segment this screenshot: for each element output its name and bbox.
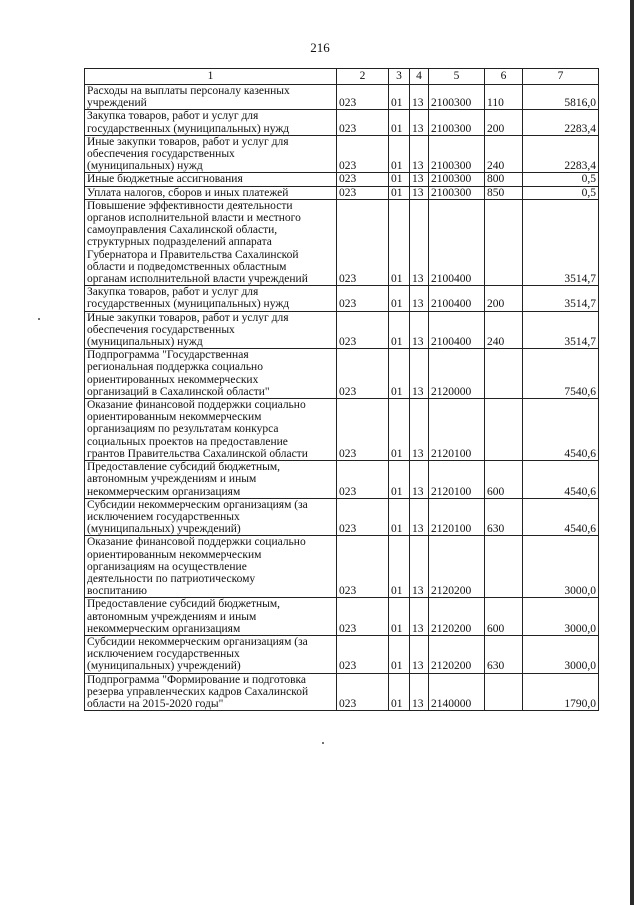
row-section: 01: [389, 186, 410, 199]
row-target-article: 2100300: [429, 173, 485, 186]
row-amount: 4540,6: [523, 399, 599, 461]
row-expense-type: [485, 199, 523, 285]
table-row: [85, 311, 599, 349]
row-name: Субсидии некоммерческим организациям (за исключением государственных (муниципальных) учреждений): [85, 498, 337, 536]
table-row: [85, 461, 599, 499]
row-section: 01: [389, 399, 410, 461]
row-amount: 3000,0: [523, 536, 599, 598]
table-row: [85, 199, 599, 285]
page-number: 216: [310, 40, 330, 55]
row-amount: 3000,0: [523, 635, 599, 673]
header-col-1: 1: [85, 69, 337, 85]
row-subsection: 13: [410, 173, 429, 186]
row-amount: 4540,6: [523, 498, 599, 536]
row-subsection: 13: [410, 498, 429, 536]
row-amount: 4540,6: [523, 461, 599, 499]
row-name: Оказание финансовой поддержки социально ориентированным некоммерческим организациям по результатам конкурса социальных проектов на предоставление грантов Правительства Сахалинской области: [85, 399, 337, 461]
row-code: 023: [337, 598, 389, 636]
row-expense-type: [485, 349, 523, 399]
row-code: 023: [337, 286, 389, 311]
row-amount: 0,5: [523, 173, 599, 186]
table-row: [85, 286, 599, 311]
row-subsection: 13: [410, 673, 429, 711]
row-expense-type: 240: [485, 135, 523, 173]
row-section: 01: [389, 349, 410, 399]
row-subsection: 13: [410, 110, 429, 135]
row-amount: 3000,0: [523, 598, 599, 636]
row-expense-type: 200: [485, 286, 523, 311]
row-subsection: 13: [410, 536, 429, 598]
row-name: Расходы на выплаты персоналу казенных учреждений: [85, 85, 337, 110]
header-col-7: 7: [523, 69, 599, 85]
table-row: [85, 498, 599, 536]
row-target-article: 2120100: [429, 461, 485, 499]
row-expense-type: 630: [485, 498, 523, 536]
table-row: [85, 85, 599, 110]
header-col-5: 5: [429, 69, 485, 85]
row-name: Оказание финансовой поддержки социально ориентированным некоммерческим организациям на осуществление деятельности по патриотическому воспитанию: [85, 536, 337, 598]
row-code: 023: [337, 461, 389, 499]
row-section: 01: [389, 311, 410, 349]
row-code: 023: [337, 311, 389, 349]
row-amount: 3514,7: [523, 286, 599, 311]
row-section: 01: [389, 199, 410, 285]
row-expense-type: 630: [485, 635, 523, 673]
row-target-article: 2120000: [429, 349, 485, 399]
row-name: Повышение эффективности деятельности органов исполнительной власти и местного самоуправления Сахалинской области, структурных подразделений аппарата Губернатора и Правительства Сахалинской области и подведомственных областным органам исполнительной власти учреждений: [85, 199, 337, 285]
row-subsection: 13: [410, 598, 429, 636]
row-expense-type: 600: [485, 598, 523, 636]
header-col-3: 3: [389, 69, 410, 85]
table-row: [85, 186, 599, 199]
row-name: Подпрограмма "Формирование и подготовка резерва управленческих кадров Сахалинской области на 2015-2020 годы": [85, 673, 337, 711]
row-section: 01: [389, 286, 410, 311]
row-section: 01: [389, 110, 410, 135]
row-target-article: 2120200: [429, 635, 485, 673]
row-target-article: 2120100: [429, 399, 485, 461]
budget-table: [84, 68, 599, 711]
row-expense-type: [485, 399, 523, 461]
row-amount: 3514,7: [523, 199, 599, 285]
row-name: Закупка товаров, работ и услуг для государственных (муниципальных) нужд: [85, 110, 337, 135]
scan-speck: [322, 742, 324, 744]
row-expense-type: 800: [485, 173, 523, 186]
row-name: Закупка товаров, работ и услуг для государственных (муниципальных) нужд: [85, 286, 337, 311]
row-code: 023: [337, 110, 389, 135]
table-row: [85, 110, 599, 135]
row-code: 023: [337, 173, 389, 186]
row-amount: 5816,0: [523, 85, 599, 110]
table-row: [85, 598, 599, 636]
row-subsection: 13: [410, 635, 429, 673]
row-expense-type: 200: [485, 110, 523, 135]
row-section: 01: [389, 85, 410, 110]
row-code: 023: [337, 498, 389, 536]
row-target-article: 2140000: [429, 673, 485, 711]
row-expense-type: 850: [485, 186, 523, 199]
row-subsection: 13: [410, 199, 429, 285]
row-expense-type: 110: [485, 85, 523, 110]
row-name: Уплата налогов, сборов и иных платежей: [85, 186, 337, 199]
row-target-article: 2100300: [429, 85, 485, 110]
row-section: 01: [389, 135, 410, 173]
row-expense-type: 600: [485, 461, 523, 499]
row-code: 023: [337, 135, 389, 173]
row-section: 01: [389, 461, 410, 499]
row-amount: 1790,0: [523, 673, 599, 711]
row-name: Иные закупки товаров, работ и услуг для обеспечения государственных (муниципальных) нужд: [85, 135, 337, 173]
row-target-article: 2120200: [429, 536, 485, 598]
row-name: Иные закупки товаров, работ и услуг для обеспечения государственных (муниципальных) нужд: [85, 311, 337, 349]
row-amount: 2283,4: [523, 110, 599, 135]
row-section: 01: [389, 635, 410, 673]
row-expense-type: [485, 536, 523, 598]
header-col-6: 6: [485, 69, 523, 85]
table-row: [85, 399, 599, 461]
row-code: 023: [337, 399, 389, 461]
row-code: 023: [337, 186, 389, 199]
row-subsection: 13: [410, 135, 429, 173]
row-code: 023: [337, 349, 389, 399]
row-subsection: 13: [410, 399, 429, 461]
row-section: 01: [389, 536, 410, 598]
row-amount: 3514,7: [523, 311, 599, 349]
header-row: [85, 69, 599, 85]
row-target-article: 2100300: [429, 110, 485, 135]
row-name: Предоставление субсидий бюджетным, автономным учреждениям и иным некоммерческим организациям: [85, 461, 337, 499]
header-col-2: 2: [337, 69, 389, 85]
table-row: [85, 635, 599, 673]
row-target-article: 2100400: [429, 311, 485, 349]
row-code: 023: [337, 85, 389, 110]
row-code: 023: [337, 673, 389, 711]
table-row: [85, 673, 599, 711]
table-row: [85, 173, 599, 186]
row-amount: 0,5: [523, 186, 599, 199]
row-subsection: 13: [410, 286, 429, 311]
row-name: Субсидии некоммерческим организациям (за исключением государственных (муниципальных) учреждений): [85, 635, 337, 673]
row-name: Иные бюджетные ассигнования: [85, 173, 337, 186]
row-target-article: 2100300: [429, 135, 485, 173]
row-subsection: 13: [410, 85, 429, 110]
row-name: Подпрограмма "Государственная региональная поддержка социально ориентированных некоммерческих организаций в Сахалинской области": [85, 349, 337, 399]
table-row: [85, 536, 599, 598]
row-code: 023: [337, 635, 389, 673]
row-section: 01: [389, 598, 410, 636]
table-row: [85, 135, 599, 173]
header-col-4: 4: [410, 69, 429, 85]
row-section: 01: [389, 498, 410, 536]
row-subsection: 13: [410, 311, 429, 349]
row-target-article: 2120200: [429, 598, 485, 636]
row-subsection: 13: [410, 461, 429, 499]
row-subsection: 13: [410, 186, 429, 199]
row-expense-type: 240: [485, 311, 523, 349]
row-expense-type: [485, 673, 523, 711]
row-code: 023: [337, 199, 389, 285]
row-target-article: 2100400: [429, 286, 485, 311]
scan-speck: [38, 318, 40, 320]
row-target-article: 2120100: [429, 498, 485, 536]
row-code: 023: [337, 536, 389, 598]
row-target-article: 2100400: [429, 199, 485, 285]
row-name: Предоставление субсидий бюджетным, автономным учреждениям и иным некоммерческим организациям: [85, 598, 337, 636]
row-subsection: 13: [410, 349, 429, 399]
row-section: 01: [389, 173, 410, 186]
table-row: [85, 349, 599, 399]
row-target-article: 2100300: [429, 186, 485, 199]
row-amount: 2283,4: [523, 135, 599, 173]
row-section: 01: [389, 673, 410, 711]
scan-edge: [630, 0, 634, 905]
row-amount: 7540,6: [523, 349, 599, 399]
